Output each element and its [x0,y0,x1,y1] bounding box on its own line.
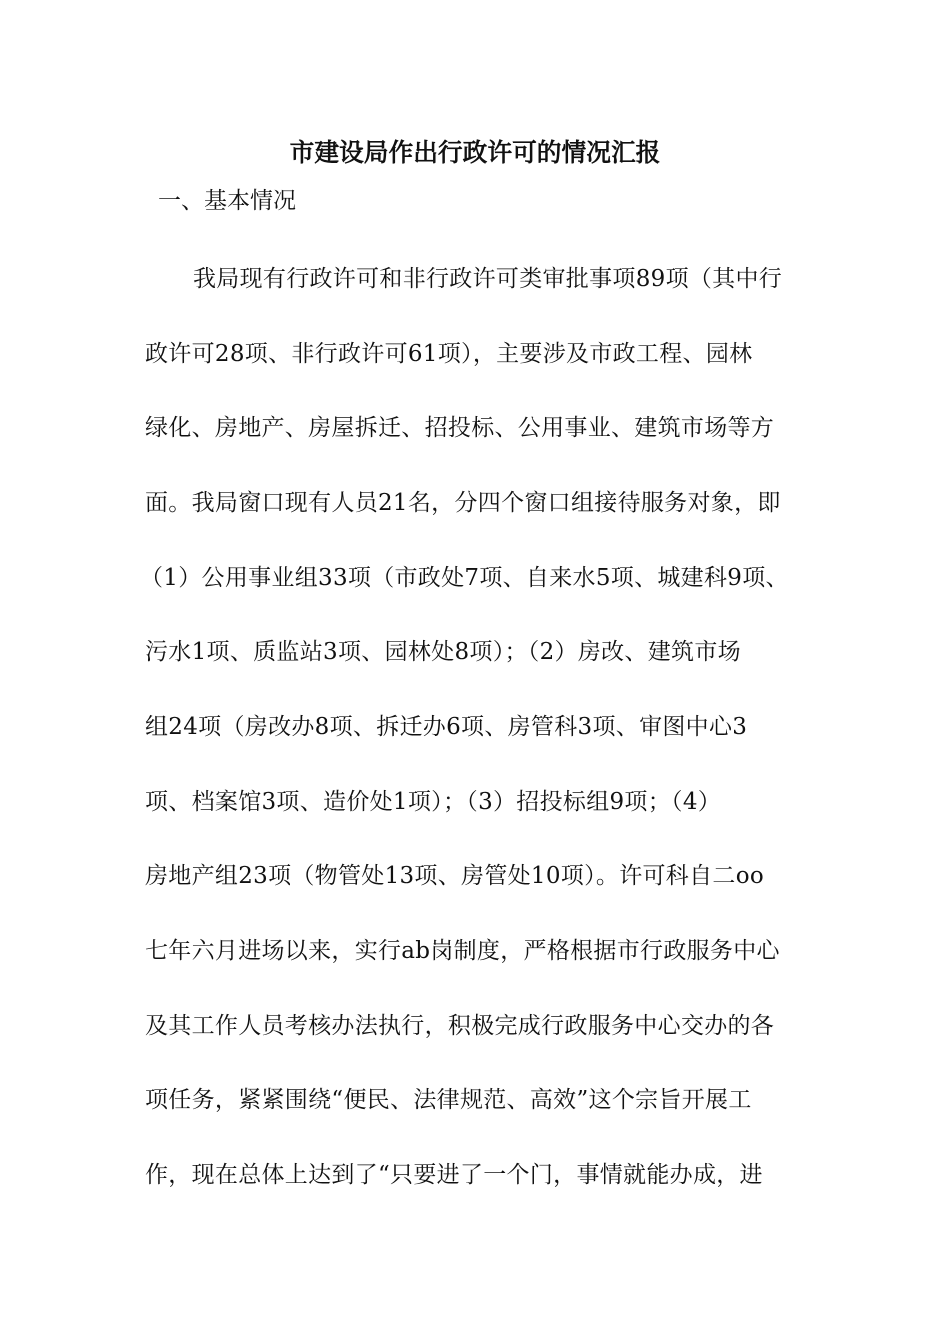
paragraph-line: 面。我局窗口现有人员21名，分四个窗口组接待服务对象，即 [145,490,781,516]
paragraph-line: 我局现有行政许可和非行政许可类审批事项89项（其中行 [193,266,783,292]
paragraph-line: 项任务，紧紧围绕“便民、法律规范、高效”这个宗旨开展工 [145,1087,752,1113]
section-heading: 一、基本情况 [158,188,296,214]
paragraph-line: 七年六月进场以来，实行ab岗制度，严格根据市行政服务中心 [145,938,780,964]
paragraph-line: 绿化、房地产、房屋拆迁、招投标、公用事业、建筑市场等方 [145,415,775,441]
paragraph-line: 房地产组23项（物管处13项、房管处10项）。许可科自二oo [145,863,764,889]
paragraph-line: 组24项（房改办8项、拆迁办6项、房管科3项、审图中心3 [145,714,748,740]
page-title: 市建设局作出行政许可的情况汇报 [289,138,661,167]
paragraph-line: 污水1项、质监站3项、园林处8项）；（2）房改、建筑市场 [145,639,741,665]
paragraph-line: 项、档案馆3项、造价处1项）；（3）招投标组9项；（4） [145,789,722,815]
paragraph-line: 及其工作人员考核办法执行，积极完成行政服务中心交办的各 [145,1013,775,1039]
paragraph-line: （1）公用事业组33项（市政处7项、自来水5项、城建科9项、 [140,565,789,591]
paragraph-line: 政许可28项、非行政许可61项），主要涉及市政工程、园林 [145,341,753,367]
paragraph-line: 作，现在总体上达到了“只要进了一个门，事情就能办成，进 [145,1162,763,1188]
